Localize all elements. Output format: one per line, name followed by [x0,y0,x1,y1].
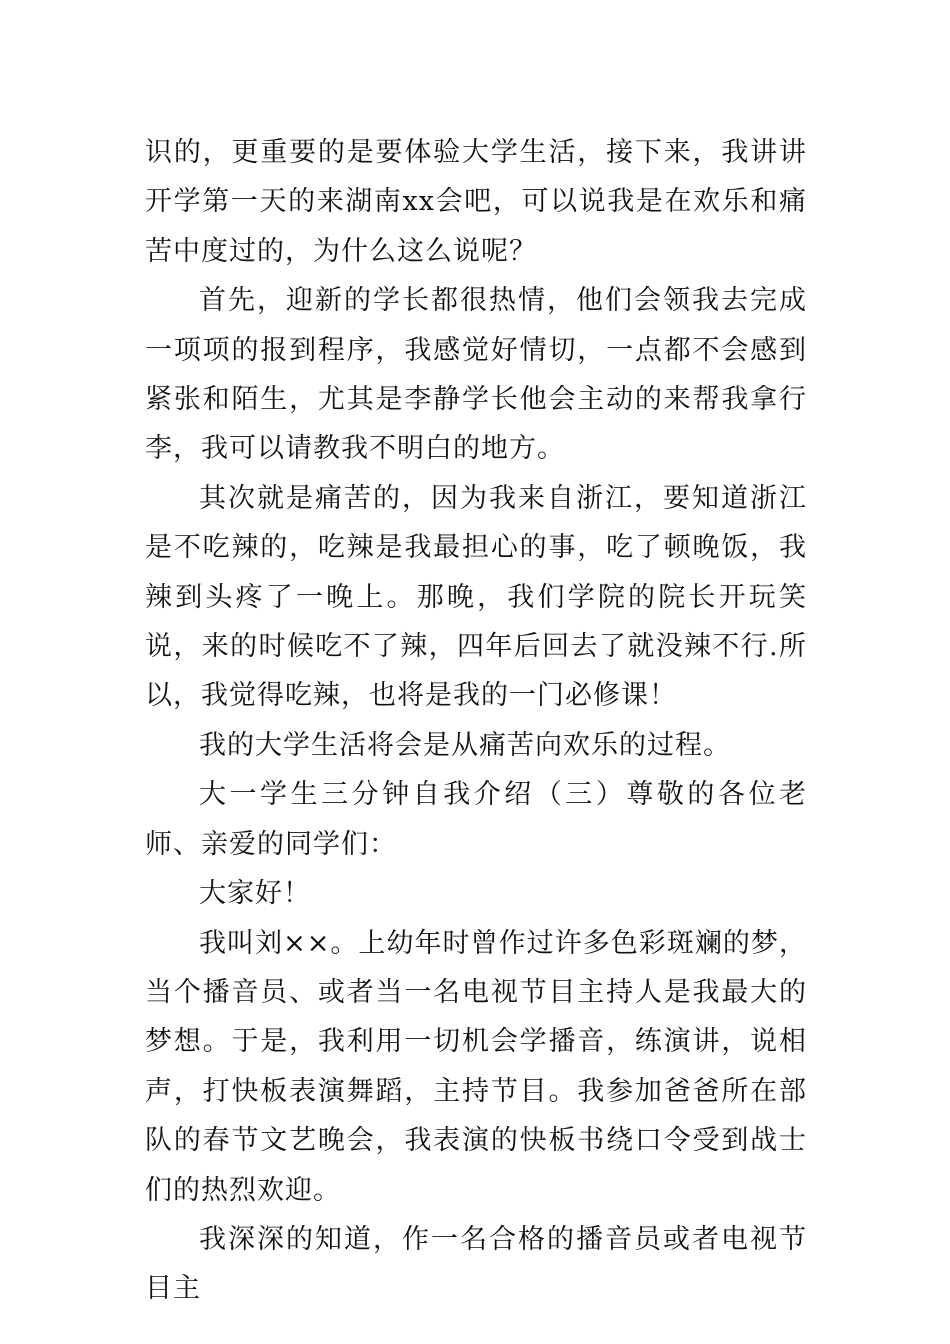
paragraph-greeting: 大家好！ [199,878,311,910]
paragraph-welcome: 首先，迎新的学长都很热情，他们会领我去完成一项项的报到程序，我感觉好情切，一点都不会感到紧张和陌生，尤其是李静学长他会主动的来帮我拿行李，我可以请教我不明白的地方。 [145,285,807,465]
paragraph-closing-partial: 我深深的知道，作一名合格的播音员或者电视节目主 [145,1223,807,1305]
paragraph-introduction: 我叫刘××。上幼年时曾作过许多色彩斑斓的梦，当个播音员、或者当一名电视节目主持人是我最大的梦想。于是，我利用一切机会学播音，练演讲，说相声，打快板表演舞蹈，主持节目。我参加爸爸所在部队的春节文艺晚会，我表演的快板书绕口令受到战士们的热烈欢迎。 [145,927,807,1206]
document-body [145,128,807,1314]
paragraph-spicy-food: 其次就是痛苦的，因为我来自浙江，要知道浙江是不吃辣的，吃辣是我最担心的事，吃了顿晚饭，我辣到头疼了一晚上。那晚，我们学院的院长开玩笑说，来的时候吃不了辣，四年后回去了就没辣不行.所以，我觉得吃辣，也将是我的一门必修课！ [145,482,807,712]
paragraph-section-heading: 大一学生三分钟自我介绍（三）尊敬的各位老师、亲爱的同学们： [145,779,807,860]
paragraph-continuation: 识的，更重要的是要体验大学生活，接下来，我讲讲开学第一天的来湖南xx会吧，可以说我是在欢乐和痛苦中度过的，为什么这么说呢？ [145,137,807,267]
paragraph-summary: 我的大学生活将会是从痛苦向欢乐的过程。 [199,729,731,761]
